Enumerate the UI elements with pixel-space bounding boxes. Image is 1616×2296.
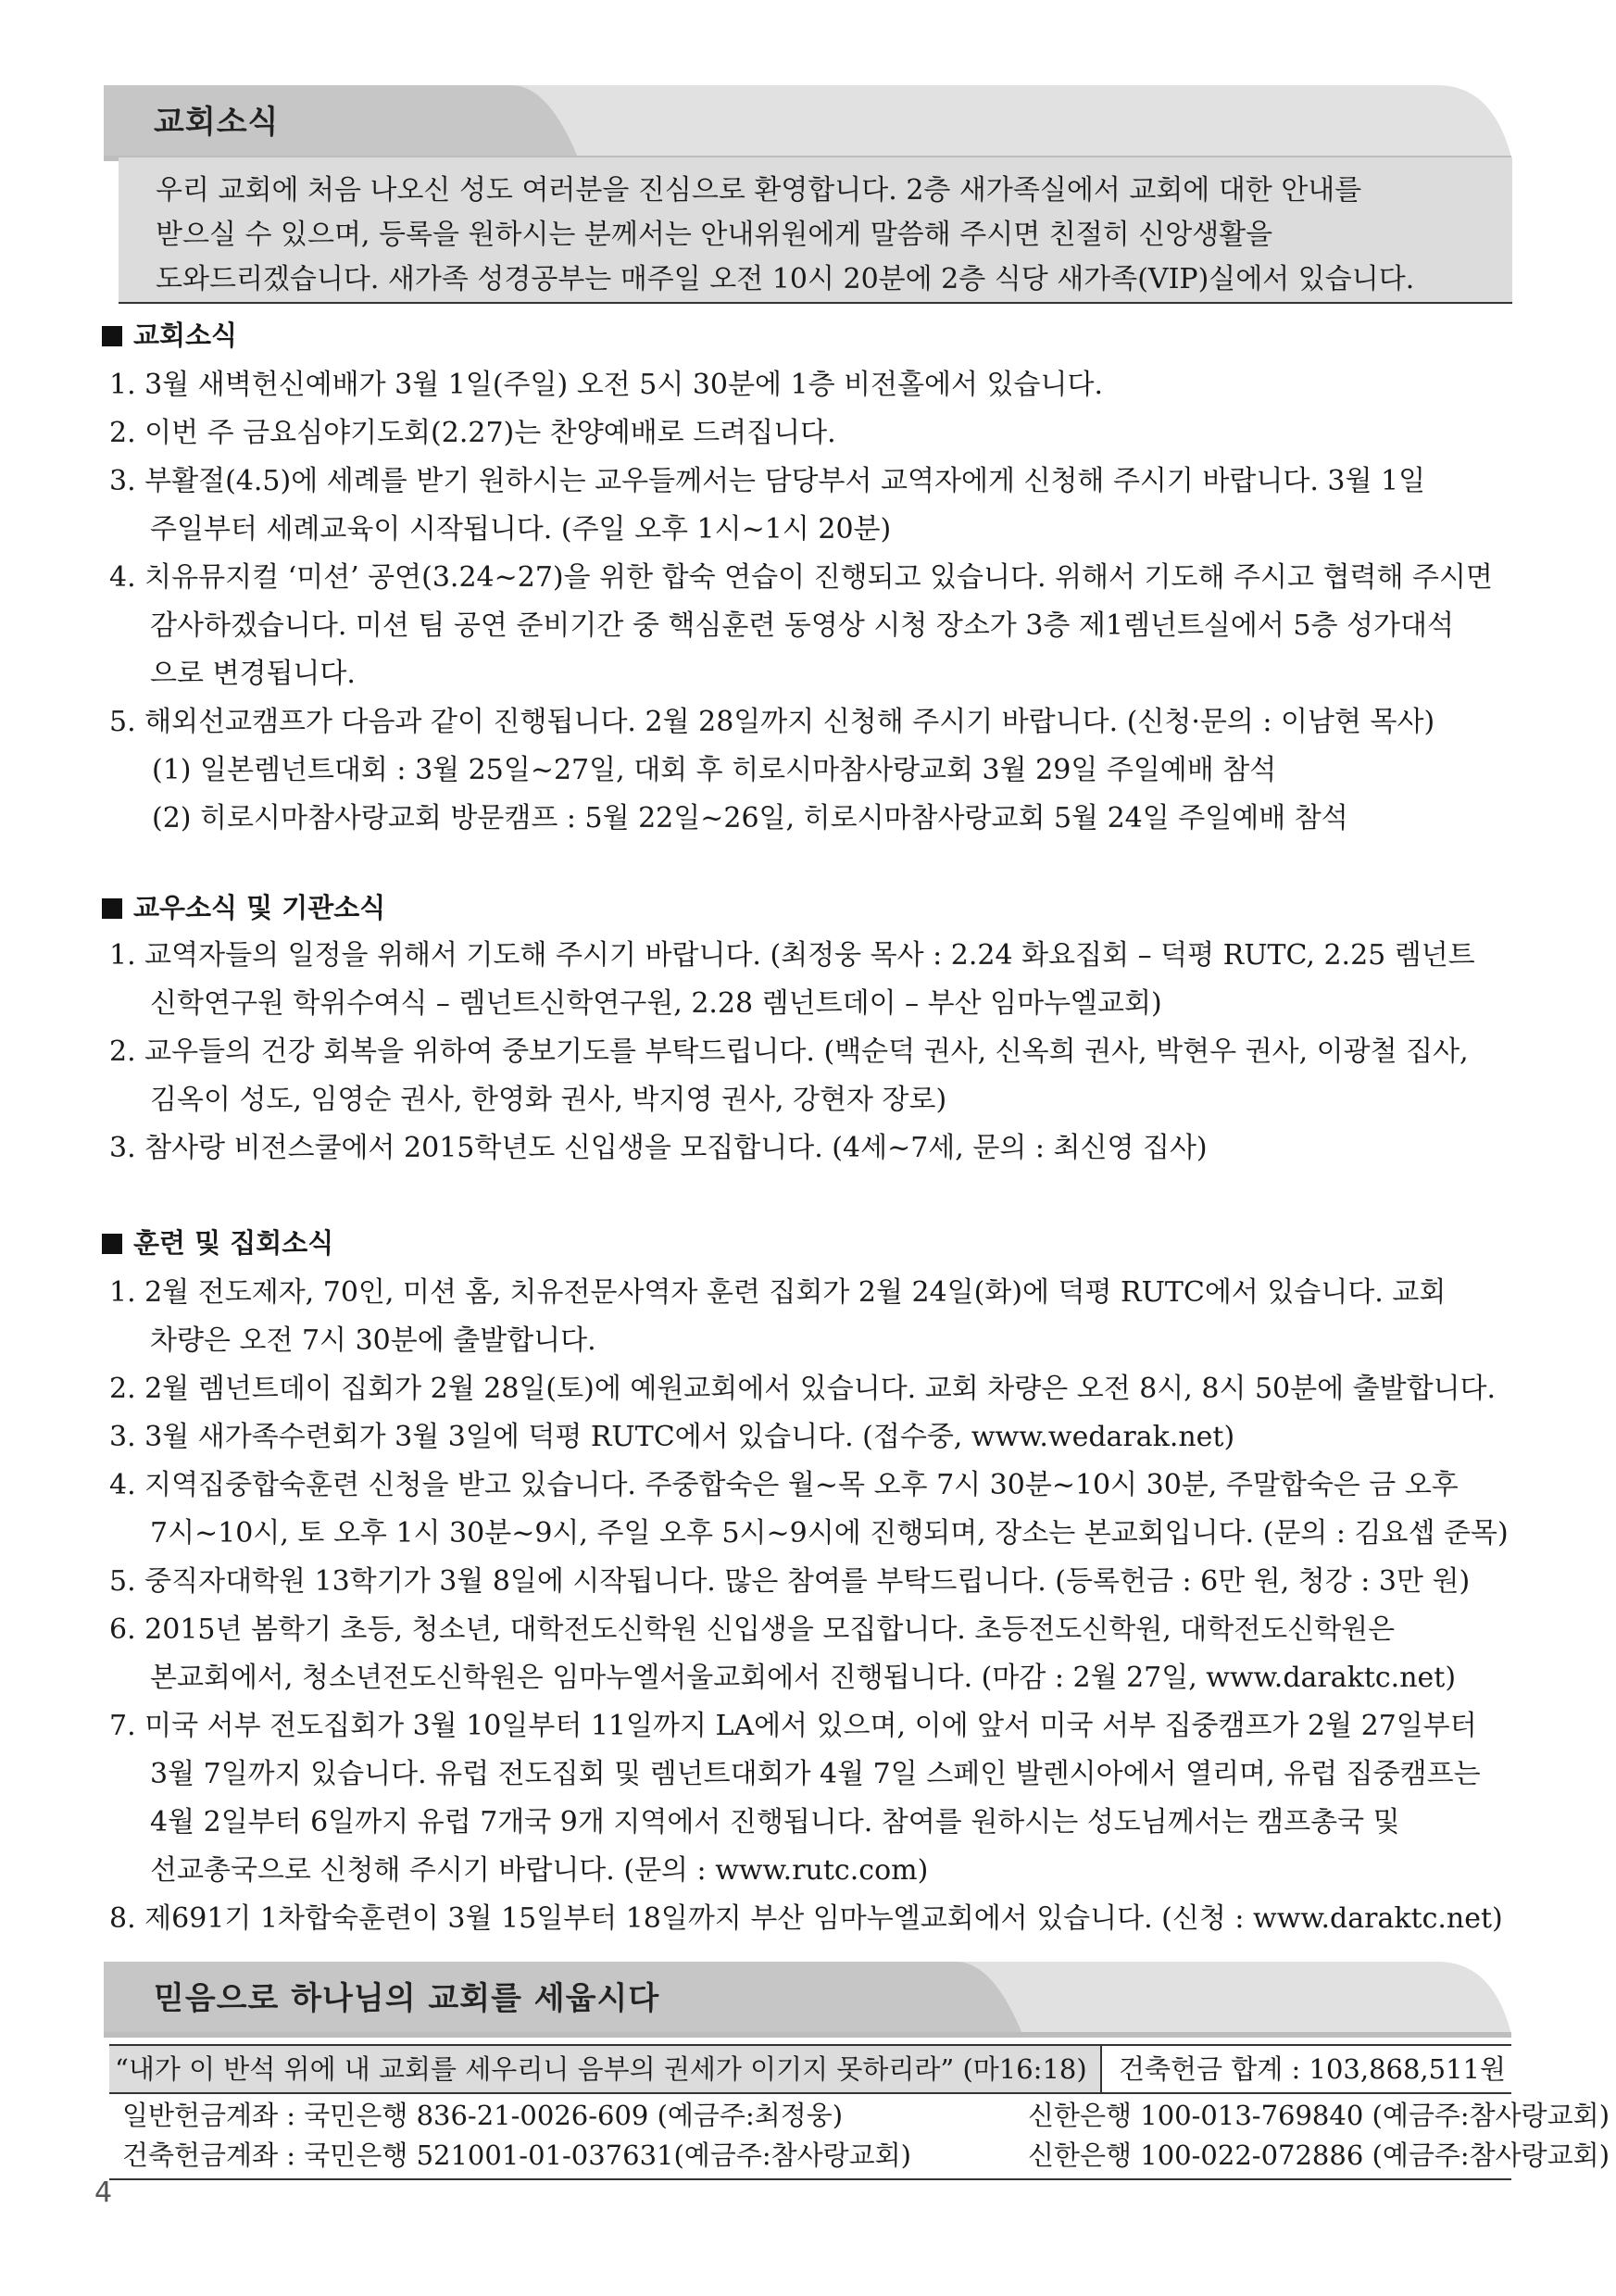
list-item-continuation: 주일부터 세례교육이 시작됩니다. (주일 오후 1시~1시 20분) [150,513,892,546]
list-item: 2. 교우들의 건강 회복을 위하여 중보기도를 부탁드립니다. (백순덕 권사, 신옥희 권사, 박현우 권사, 이광철 집사, [109,1035,1469,1068]
section-heading-text: 교회소식 [133,320,238,351]
list-item: 3. 참사랑 비전스쿨에서 2015학년도 신입생을 모집합니다. (4세~7세, 문의 : 최신영 집사) [109,1132,1208,1164]
section-heading-training-news [102,1221,333,1265]
list-item: 4. 치유뮤지컬 ‘미션’ 공연(3.24~27)을 위한 합숙 연습이 진행되고 있습니다. 위해서 기도해 주시고 협력해 주시면 [109,561,1493,594]
building-offering-total: 건축헌금 합계 : 103,868,511원 [1119,2053,1507,2085]
list-item: 3. 부활절(4.5)에 세례를 받기 원하시는 교우들께서는 담당부서 교역자에게 신청해 주시기 바랍니다. 3월 1일 [109,465,1426,497]
account-right: 신한은행 100-022-072886 (예금주:참사랑교회) [1028,2139,1610,2171]
list-item: 3. 3월 새가족수련회가 3월 3일에 덕평 RUTC에서 있습니다. (접수중, www.wedarak.net) [109,1421,1235,1453]
member-news-list [109,932,1517,1173]
list-item-continuation: 신학연구원 학위수여식 – 렘넌트신학연구원, 2.28 렘넌트데이 – 부산 임마누엘교회) [150,987,1162,1020]
list-item: 7. 미국 서부 전도집회가 3월 10일부터 11일까지 LA에서 있으며, 이에 앞서 미국 서부 집중캠프가 2월 27일부터 [109,1710,1477,1742]
page-number: 4 [94,2177,113,2209]
section-banner-church-news [104,85,1511,163]
list-item: 2. 이번 주 금요심야기도회(2.27)는 찬양예배로 드려집니다. [109,417,836,449]
list-item-continuation: 김옥이 성도, 임영순 권사, 한영화 권사, 박지영 권사, 강현자 장로) [150,1084,947,1116]
list-item: 1. 2월 전도제자, 70인, 미션 홈, 치유전문사역자 훈련 집회가 2월 24일(화)에 덕평 RUTC에서 있습니다. 교회 [109,1276,1447,1309]
square-bullet-icon [102,326,122,346]
list-item-continuation: 선교총국으로 신청해 주시기 바랍니다. (문의 : www.rutc.com) [150,1854,929,1887]
list-item-continuation: 3월 7일까지 있습니다. 유럽 전도집회 및 렘넌트대회가 4월 7일 스페인 발렌시아에서 열리며, 유럽 집중캠프는 [150,1758,1481,1790]
list-item-continuation: 7시~10시, 토 오후 1시 30분~9시, 주일 오후 5시~9시에 진행되며, 장소는 본교회입니다. (문의 : 김요셉 준목) [150,1517,1509,1549]
section-heading-text: 훈련 및 집회소식 [133,1227,334,1259]
welcome-line: 받으실 수 있으며, 등록을 원하시는 분께서는 안내위원에게 말씀해 주시면 친절히 신앙생활을 [156,219,1273,251]
banner-title: 교회소식 [154,104,280,141]
list-item: 8. 제691기 1차합숙훈련이 3월 15일부터 18일까지 부산 임마누엘교회에서 있습니다. (신청 : www.daraktc.net) [109,1902,1503,1935]
list-item: 1. 3월 새벽헌신예배가 3월 1일(주일) 오전 5시 30분에 1층 비전홀에서 있습니다. [109,369,1103,401]
square-bullet-icon [102,898,122,919]
welcome-box [119,157,1512,304]
square-bullet-icon [102,1234,122,1254]
account-row-building [109,2132,1610,2178]
section-banner-build-church [104,1962,1511,2039]
account-left: 일반헌금계좌 : 국민은행 836-21-0026-609 (예금주:최정웅) [122,2100,844,2131]
list-item-continuation: 감사하겠습니다. 미션 팀 공연 준비기간 중 핵심훈련 동영상 시청 장소가 3층 제1렘넌트실에서 5층 성가대석 [150,609,1454,642]
list-item: 5. 해외선교캠프가 다음과 같이 진행됩니다. 2월 28일까지 신청해 주시기 바랍니다. (신청·문의 : 이남현 목사) [109,706,1435,738]
scripture-quote: “내가 이 반석 위에 내 교회를 세우리니 음부의 권세가 이기지 못하리라” (마16:18) [109,2046,1102,2092]
church-news-list [109,361,1517,843]
list-item-continuation: 본교회에서, 청소년전도신학원은 임마누엘서울교회에서 진행됩니다. (마감 : 2월 27일, www.daraktc.net) [150,1662,1457,1694]
list-item-continuation: 차량은 오전 7시 30분에 출발합니다. [150,1324,596,1357]
list-subitem: (2) 히로시마참사랑교회 방문캠프 : 5월 22일~26일, 히로시마참사랑교회 5월 24일 주일예배 참석 [152,802,1348,834]
list-item-continuation: 4월 2일부터 6일까지 유럽 7개국 9개 지역에서 진행됩니다. 참여를 원하시는 성도님께서는 캠프총국 및 [150,1806,1400,1838]
list-subitem: (1) 일본렘넌트대회 : 3월 25일~27일, 대회 후 히로시마참사랑교회 3월 29일 주일예배 참석 [152,754,1277,786]
section-heading-member-news [102,885,385,930]
welcome-line: 도와드리겠습니다. 새가족 성경공부는 매주일 오전 10시 20분에 2층 식당 새가족(VIP)실에서 있습니다. [156,263,1415,295]
section-heading-church-news [102,313,237,358]
account-left: 건축헌금계좌 : 국민은행 521001-01-037631(예금주:참사랑교회) [122,2139,911,2171]
section-heading-text: 교우소식 및 기관소식 [133,892,386,923]
list-item: 5. 중직자대학원 13학기가 3월 8일에 시작됩니다. 많은 참여를 부탁드립니다. (등록헌금 : 6만 원, 청강 : 3만 원) [109,1565,1471,1598]
welcome-line: 우리 교회에 처음 나오신 성도 여러분을 진심으로 환영합니다. 2층 새가족실에서 교회에 대한 안내를 [156,174,1362,207]
quote-total-row [109,2044,1511,2094]
list-item: 1. 교역자들의 일정을 위해서 기도해 주시기 바랍니다. (최정웅 목사 : 2.24 화요집회 – 덕평 RUTC, 2.25 렘넌트 [109,939,1475,972]
list-item: 4. 지역집중합숙훈련 신청을 받고 있습니다. 주중합숙은 월~목 오후 7시 30분~10시 30분, 주말합숙은 금 오후 [109,1469,1459,1501]
list-item: 2. 2월 렘넌트데이 집회가 2월 28일(토)에 예원교회에서 있습니다. 교회 차량은 오전 8시, 8시 50분에 출발합니다. [109,1373,1497,1405]
account-right: 신한은행 100-013-769840 (예금주:참사랑교회) [1028,2100,1610,2131]
list-item-continuation: 으로 변경됩니다. [150,658,356,690]
banner-background [104,85,1511,163]
list-item: 6. 2015년 봄학기 초등, 청소년, 대학전도신학원 신입생을 모집합니다. 초등전도신학원, 대학전도신학원은 [109,1613,1396,1646]
training-news-list [109,1269,1517,1943]
bottom-divider [109,2178,1511,2180]
banner-title: 믿음으로 하나님의 교회를 세웁시다 [154,1980,660,2017]
